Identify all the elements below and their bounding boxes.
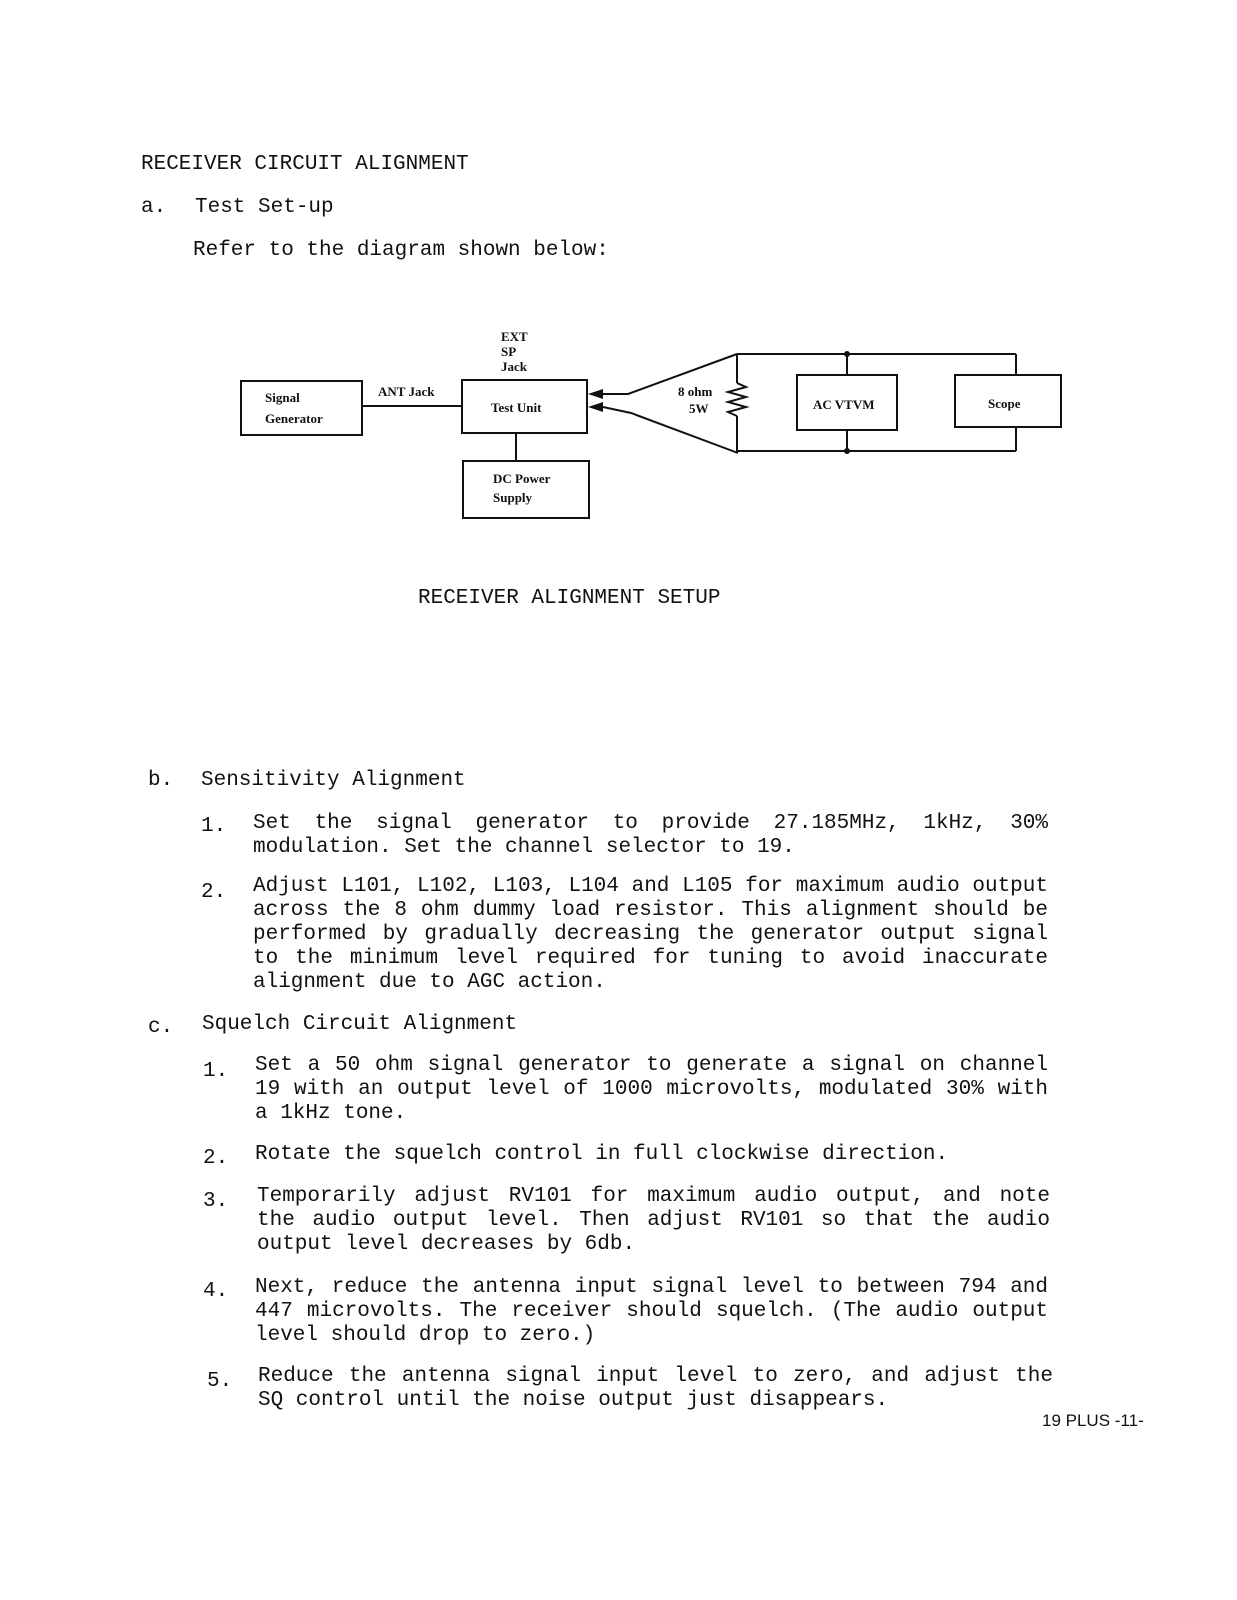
load-resistor-label-1: 8 ohm — [678, 384, 713, 399]
section-b-item-2-text: Adjust L101, L102, L103, L104 and L105 for maximum audio output across the 8 ohm dummy load resistor. This alignment should be performed by gradually decreasing the generator output signal to the minimum level required for tuning to avoid inaccurate alignment due to AGC action. — [253, 875, 1048, 994]
section-b-item-1-number: 1. — [201, 815, 227, 838]
diagram-caption: RECEIVER ALIGNMENT SETUP — [418, 587, 721, 610]
load-resistor-label-2: 5W — [689, 401, 709, 416]
section-c-item-3-number: 3. — [203, 1190, 229, 1213]
dc-power-supply-label-1: DC Power — [493, 471, 551, 486]
receiver-alignment-diagram — [0, 0, 1237, 560]
section-c-item-5-text: Reduce the antenna signal input level to zero, and adjust the SQ control until the noise output just disappears. — [258, 1365, 1053, 1412]
section-c-item-3-text: Temporarily adjust RV101 for maximum audio output, and note the audio output level. Then adjust RV101 so that the audio output level decreases by 6db. — [257, 1185, 1050, 1256]
test-unit-label: Test Unit — [491, 400, 542, 415]
lower-lead-arrow — [588, 402, 603, 412]
dc-power-supply-label-2: Supply — [493, 490, 533, 505]
section-b-item-1-text: Set the signal generator to provide 27.185MHz, 1kHz, 30% modulation. Set the channel selector to 19. — [253, 812, 1048, 859]
upper-lead-arrow — [588, 389, 603, 399]
section-b-letter: b. — [148, 769, 174, 792]
section-b-title: Sensitivity Alignment — [201, 769, 466, 792]
section-c-item-4-text: Next, reduce the antenna input signal level to between 794 and 447 microvolts. The receiver should squelch. (The audio output level should drop to zero.) — [255, 1276, 1048, 1347]
upper-lead — [603, 354, 737, 394]
lower-lead — [603, 407, 738, 453]
load-resistor-icon — [728, 383, 746, 416]
section-c-item-4-number: 4. — [203, 1280, 229, 1303]
section-c-item-1-text: Set a 50 ohm signal generator to generate a signal on channel 19 with an output level of 1000 microvolts, modulated 30% with a 1kHz tone. — [255, 1054, 1048, 1125]
ext-sp-jack-label-1: EXT — [501, 329, 528, 344]
ext-sp-jack-label-2: SP — [501, 344, 517, 359]
page-heading: RECEIVER CIRCUIT ALIGNMENT — [141, 153, 469, 176]
scope-label: Scope — [988, 396, 1021, 411]
section-c-item-1-number: 1. — [203, 1060, 229, 1083]
ac-vtvm-label: AC VTVM — [813, 397, 875, 412]
ext-sp-jack-label-3: Jack — [501, 359, 527, 374]
section-c-title: Squelch Circuit Alignment — [202, 1013, 518, 1036]
section-c-item-5-number: 5. — [207, 1370, 233, 1393]
page-footer: 19 PLUS -11- — [1042, 1411, 1144, 1430]
signal-generator-box — [241, 381, 362, 435]
section-c-item-2-number: 2. — [203, 1147, 229, 1170]
section-c-item-2-text: Rotate the squelch control in full clockwise direction. — [255, 1143, 949, 1166]
signal-generator-label-1: Signal — [265, 390, 300, 405]
signal-generator-label-2: Generator — [265, 411, 323, 426]
ant-jack-label: ANT Jack — [378, 384, 435, 399]
section-c-letter: c. — [148, 1016, 174, 1039]
section-b-item-2-number: 2. — [201, 881, 227, 904]
section-a-letter: a. — [141, 196, 167, 219]
section-a-title: Test Set-up — [195, 196, 334, 219]
section-a-intro: Refer to the diagram shown below: — [193, 239, 609, 262]
